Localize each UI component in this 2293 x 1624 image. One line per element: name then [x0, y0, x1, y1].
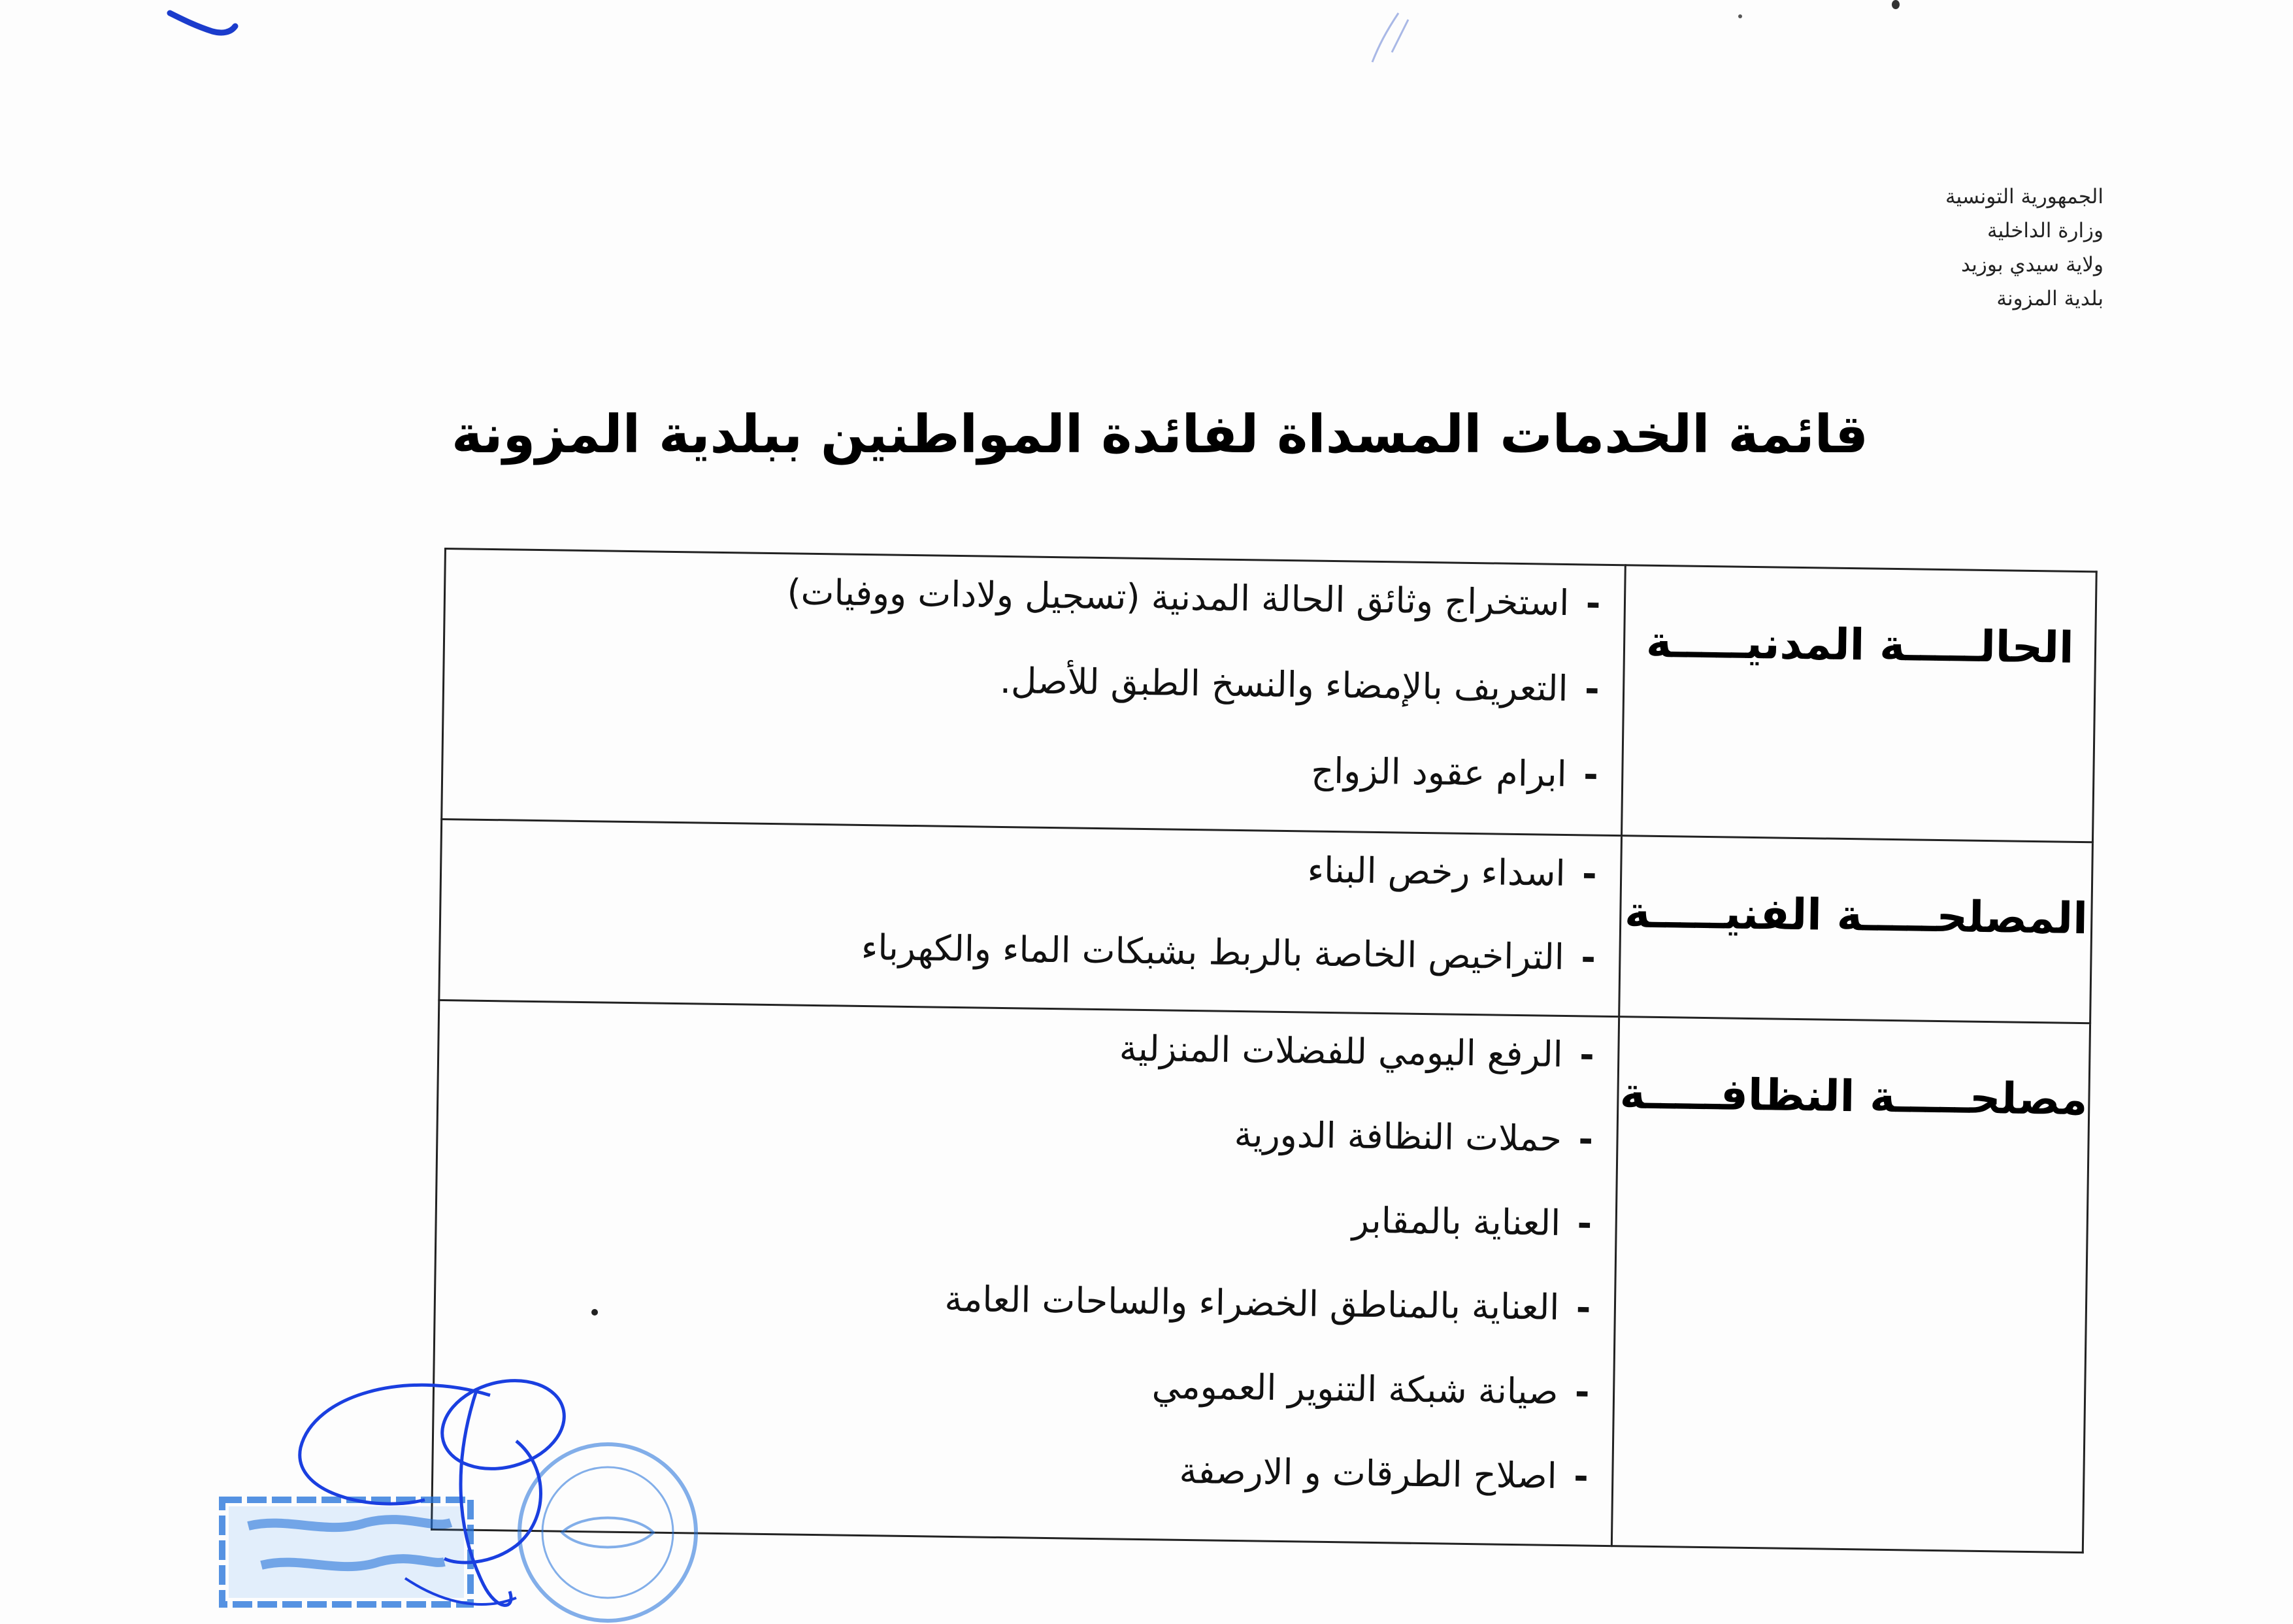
- bullet-dash: -: [1577, 1202, 1592, 1244]
- letterhead-governorate: ولاية سيدي بوزيد: [1961, 253, 2103, 276]
- table-row: [442, 549, 2097, 842]
- section-cell-civil-status: [1622, 565, 2096, 842]
- faint-pen-mark: [1359, 7, 1418, 65]
- service-text: استخراج وثائق الحالة المدنية (تسجيل ولادات ووفيات): [787, 571, 1570, 624]
- letterhead: [1945, 180, 2103, 316]
- list-item: [467, 833, 1597, 932]
- letterhead-republic: الجمهورية التونسية: [1945, 185, 2103, 208]
- list-item: [469, 733, 1598, 835]
- bullet-dash: -: [1573, 1455, 1589, 1497]
- service-text: الرفع اليومي للفضلات المنزلية: [1119, 1027, 1564, 1075]
- round-seal: [520, 1444, 696, 1621]
- service-text: العناية بالمقابر: [1351, 1199, 1561, 1244]
- section-cell-cleaning: [1612, 1017, 2090, 1553]
- bullet-dash: -: [1578, 1118, 1594, 1160]
- bullet-dash: -: [1581, 853, 1597, 895]
- items-cell-civil-status: [442, 549, 1626, 836]
- list-item: [465, 1014, 1594, 1114]
- document-title: قائمة الخدمات المسداة لفائدة المواطنين ببلدية المزونة: [451, 404, 1869, 465]
- list-item: [463, 1098, 1593, 1198]
- bullet-dash: -: [1574, 1371, 1590, 1413]
- section-title-technical: المصلحـــــة الفنيـــــة: [1624, 887, 2088, 944]
- service-text: اصلاح الطرقات و الارصفة: [1179, 1450, 1558, 1497]
- list-item: [463, 1182, 1592, 1282]
- rectangular-stamp: [222, 1500, 470, 1604]
- list-item: [461, 1266, 1591, 1366]
- list-item: [470, 648, 1600, 749]
- service-text: حملات النظافة الدورية: [1234, 1113, 1562, 1159]
- service-text: ابرام عقود الزواج: [1311, 750, 1568, 795]
- service-text: التراخيص الخاصة بالربط بشبكات الماء والكهرباء: [861, 926, 1565, 978]
- service-text: العناية بالمناطق الخضراء والساحات العامة: [944, 1278, 1560, 1328]
- list-item: [466, 916, 1596, 1016]
- section-title-civil-status: الحالـــــة المدنيـــــة: [1645, 616, 2075, 673]
- section-cell-technical: [1619, 836, 2092, 1023]
- letterhead-municipality: بلدية المزونة: [1996, 287, 2103, 310]
- bullet-dash: -: [1583, 754, 1599, 795]
- official-stamp-and-signature: [209, 1369, 771, 1624]
- table-row: [439, 819, 2093, 1023]
- ink-smudge-mark: [167, 7, 239, 39]
- scan-dot: [1738, 14, 1742, 18]
- section-title-cleaning: مصلحـــــة النظافـــــة: [1619, 1068, 2088, 1125]
- scan-dot: [1892, 0, 1900, 9]
- services-list: [466, 833, 1597, 1016]
- service-text: التعريف بالإمضاء والنسخ الطبق للأصل.: [999, 659, 1568, 710]
- list-item: [471, 562, 1601, 663]
- service-text: صيانة شبكة التنوير العمومي: [1151, 1365, 1559, 1412]
- services-list: [469, 562, 1601, 835]
- bullet-dash: -: [1580, 936, 1596, 978]
- service-text: اسداء رخص البناء: [1307, 849, 1566, 894]
- bullet-dash: -: [1584, 668, 1600, 710]
- bullet-dash: -: [1579, 1034, 1595, 1076]
- items-cell-technical: [439, 819, 1622, 1016]
- bullet-dash: -: [1575, 1287, 1591, 1329]
- letterhead-ministry: وزارة الداخلية: [1987, 219, 2103, 242]
- bullet-dash: -: [1585, 582, 1601, 624]
